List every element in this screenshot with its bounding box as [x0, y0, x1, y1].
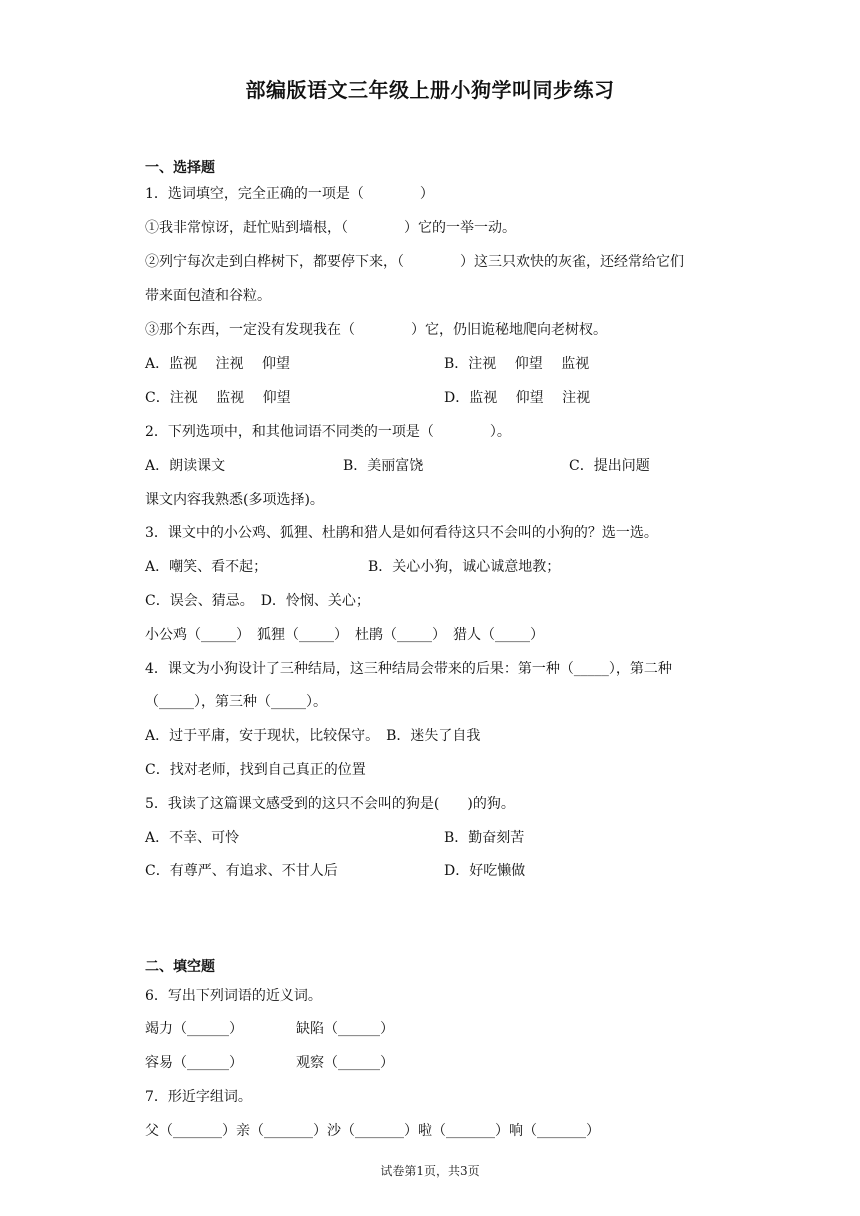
- q4-option-ab: A．过于平庸，安于现状，比较保守。 B．迷失了自我: [145, 728, 481, 744]
- q3-stem: 3．课文中的小公鸡、狐狸、杜鹃和猎人是如何看待这只不会叫的小狗的？选一选。: [145, 525, 658, 541]
- q1-option-d: D．监视 仰望 注视: [444, 390, 591, 406]
- q5-option-d: D．好吃懒做: [444, 863, 526, 879]
- q5-option-a: A．不幸、可怜: [145, 830, 240, 846]
- q1-sentence-2a: ②列宁每次走到白桦树下，都要停下来，（ ）这三只欢快的灰雀，还经常给它们: [145, 254, 684, 270]
- section-subheading: 课文内容我熟悉(多项选择)。: [145, 492, 324, 508]
- q7-stem: 7．形近字组词。: [145, 1089, 252, 1105]
- q2-stem: 2．下列选项中，和其他词语不同类的一项是（ ）。: [145, 424, 511, 440]
- q7-row: 父（_______）亲（_______）沙（_______）啦（_______）响（_______）: [145, 1123, 600, 1139]
- q2-option-a: A．朗读课文: [145, 458, 226, 474]
- section-heading-choice: 一、选择题: [145, 160, 215, 176]
- q6-item-d: 观察（______）: [296, 1055, 394, 1071]
- q6-item-a: 竭力（______）: [145, 1021, 243, 1037]
- q6-stem: 6．写出下列词语的近义词。: [145, 988, 322, 1004]
- q5-option-c: C．有尊严、有追求、不甘人后: [145, 863, 338, 879]
- page-footer: 试卷第1页，共3页: [380, 1164, 480, 1178]
- q1-option-b: B．注视 仰望 监视: [444, 356, 590, 372]
- q1-option-a: A．监视 注视 仰望: [145, 356, 291, 372]
- section-heading-fill: 二、填空题: [145, 959, 215, 975]
- q3-option-a: A．嘲笑、看不起；: [145, 559, 268, 575]
- q1-sentence-2b: 带来面包渣和谷粒。: [145, 288, 271, 304]
- q4-option-c: C．找对老师，找到自己真正的位置: [145, 762, 366, 778]
- q3-option-cd: C．误会、猜忌。 D．怜悯、关心；: [145, 593, 370, 609]
- q1-stem: 1．选词填空，完全正确的一项是（ ）: [145, 186, 434, 202]
- q5-option-b: B．勤奋刻苦: [444, 830, 525, 846]
- q6-item-b: 缺陷（______）: [296, 1021, 394, 1037]
- q1-sentence-1: ①我非常惊讶，赶忙贴到墙根，（ ）它的一举一动。: [145, 220, 516, 236]
- q3-blanks: 小公鸡（_____） 狐狸（_____） 杜鹃（_____） 猎人（_____）: [145, 627, 544, 643]
- q4-stem-b: （_____），第三种（_____）。: [145, 694, 327, 710]
- q2-option-c: C．提出问题: [569, 458, 650, 474]
- q6-item-c: 容易（______）: [145, 1055, 243, 1071]
- q3-option-b: B．关心小狗，诚心诚意地教；: [368, 559, 561, 575]
- page-title: 部编版语文三年级上册小狗学叫同步练习: [245, 78, 615, 102]
- q4-stem-a: 4．课文为小狗设计了三种结局，这三种结局会带来的后果：第一种（_____），第二种: [145, 661, 672, 677]
- q5-stem: 5．我读了这篇课文感受到的这只不会叫的狗是( )的狗。: [145, 796, 515, 812]
- q1-option-c: C．注视 监视 仰望: [145, 390, 291, 406]
- q1-sentence-3: ③那个东西，一定没有发现我在（ ）它，仍旧诡秘地爬向老树杈。: [145, 322, 607, 338]
- q2-option-b: B．美丽富饶: [343, 458, 424, 474]
